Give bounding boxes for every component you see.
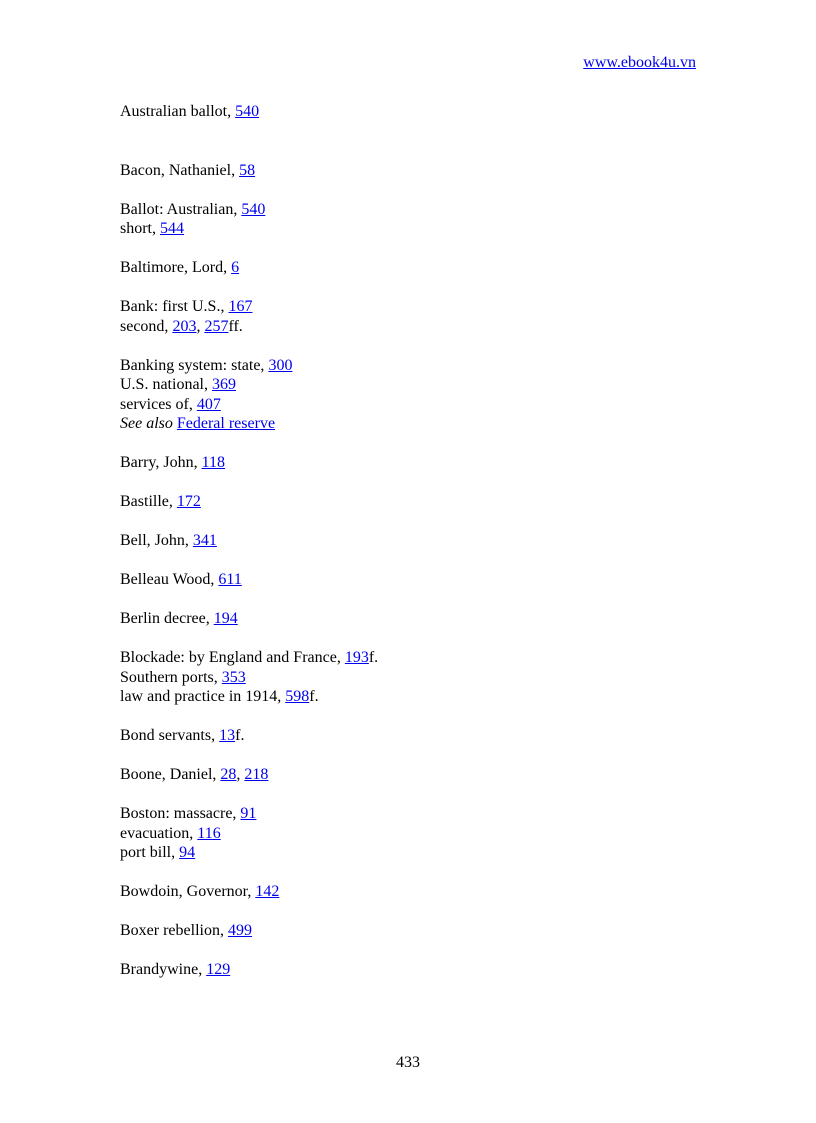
page-suffix: ff. <box>228 317 243 335</box>
entry-label: Bell, John, <box>120 532 193 549</box>
page-link[interactable]: 167 <box>228 298 253 315</box>
page-suffix: f. <box>368 649 379 666</box>
index-entry-bell <box>120 531 720 551</box>
entry-label: Bowdoin, Governor, <box>120 883 256 900</box>
page-link[interactable]: 218 <box>244 766 269 783</box>
page-link[interactable]: 341 <box>192 532 217 549</box>
entry-label: Australian ballot, <box>120 103 236 120</box>
index-entry-bacon <box>120 161 720 181</box>
see-also-label: See also <box>120 415 173 432</box>
entry-label: Brandywine, <box>120 961 207 978</box>
page-link[interactable]: 6 <box>231 259 240 276</box>
index-entry-bond-servants <box>120 726 720 746</box>
entry-label: Baltimore, Lord, <box>120 259 232 276</box>
subentry-label: services of, <box>120 395 197 413</box>
index-subentry <box>120 668 720 688</box>
page-link[interactable]: 142 <box>255 883 280 900</box>
index-entry-belleau-wood <box>120 570 720 590</box>
index-entry-bowdoin <box>120 882 720 902</box>
subentry-label: second, <box>120 317 173 335</box>
page-link[interactable]: 369 <box>212 376 236 393</box>
index-entry-boxer-rebellion <box>120 921 720 941</box>
page-link[interactable]: 544 <box>160 220 184 237</box>
page-link[interactable]: 172 <box>176 493 201 510</box>
page-link[interactable]: 94 <box>179 844 196 861</box>
subentry-label: Southern ports, <box>120 668 222 686</box>
entry-label: Bacon, Nathaniel, <box>120 161 240 179</box>
index-entry-ballot <box>120 200 720 220</box>
index-subentry <box>120 219 720 239</box>
index-see-also <box>120 414 720 434</box>
index-entry-baltimore <box>120 258 720 278</box>
page-link[interactable]: 13 <box>219 727 236 744</box>
page-link[interactable]: 203 <box>172 317 197 335</box>
page-link[interactable]: 300 <box>268 356 293 374</box>
entry-label: Belleau Wood, <box>120 571 219 588</box>
index-entry-barry <box>120 453 720 473</box>
subentry-label: port bill, <box>120 844 180 861</box>
index-entry-bastille <box>120 492 720 512</box>
subentry-label: evacuation, <box>120 824 198 842</box>
index-entry-berlin-decree <box>120 609 720 629</box>
page-link[interactable]: 257 <box>204 317 229 335</box>
page-suffix: f. <box>309 688 319 705</box>
index-subentry <box>120 824 720 844</box>
page-link[interactable]: 58 <box>239 161 256 179</box>
index-subentry <box>120 395 720 415</box>
index-entry-bank <box>120 297 720 317</box>
page-link[interactable]: 194 <box>213 610 238 627</box>
separator: , <box>196 317 205 335</box>
index-entry-banking-system <box>120 356 720 376</box>
see-also-link[interactable]: Federal reserve <box>176 415 276 432</box>
entry-label: Ballot: Australian, <box>120 200 242 218</box>
entry-label: Barry, John, <box>120 454 202 471</box>
entry-label: Bond servants, <box>120 727 220 744</box>
entry-label: Bastille, <box>120 493 177 510</box>
page-link[interactable]: 129 <box>206 961 231 978</box>
page-link[interactable]: 540 <box>235 103 260 120</box>
subentry-label: law and practice in 1914, <box>120 688 286 705</box>
index-entry-blockade <box>120 648 720 668</box>
separator: , <box>236 766 245 783</box>
entry-label: Blockade: by England and France, <box>120 649 345 666</box>
index-entry-australian-ballot <box>120 102 720 122</box>
index-entry-boston <box>120 804 720 824</box>
entry-label: Berlin decree, <box>120 610 214 627</box>
page-number: 433 <box>396 1054 420 1071</box>
page-link[interactable]: 193 <box>344 649 369 666</box>
site-link[interactable]: www.ebook4u.vn <box>583 54 696 71</box>
page-link[interactable]: 611 <box>218 571 242 588</box>
entry-label: Boston: massacre, <box>120 805 241 822</box>
subentry-label: short, <box>120 220 160 237</box>
entry-label: Bank: first U.S., <box>120 298 229 315</box>
index-entry-brandywine <box>120 960 720 980</box>
page-link[interactable]: 598 <box>285 688 310 705</box>
entry-label: Boxer rebellion, <box>120 922 228 939</box>
page-link[interactable]: 499 <box>227 922 252 939</box>
page-link[interactable]: 353 <box>221 668 246 686</box>
page-link[interactable]: 540 <box>241 200 266 218</box>
index-subentry <box>120 375 720 395</box>
page-link[interactable]: 407 <box>196 395 221 413</box>
page-link[interactable]: 118 <box>201 454 226 471</box>
subentry-label: U.S. national, <box>120 376 212 393</box>
page-link[interactable]: 91 <box>240 805 257 822</box>
entry-label: Boone, Daniel, <box>120 766 221 783</box>
index-subentry <box>120 687 720 707</box>
index-subentry <box>120 317 720 337</box>
index-subentry <box>120 843 720 863</box>
index-entry-boone <box>120 765 720 785</box>
page-suffix: f. <box>235 727 245 744</box>
page-link[interactable]: 116 <box>197 824 221 842</box>
index-list <box>120 102 720 980</box>
page-link[interactable]: 28 <box>220 766 237 783</box>
entry-label: Banking system: state, <box>120 356 269 374</box>
